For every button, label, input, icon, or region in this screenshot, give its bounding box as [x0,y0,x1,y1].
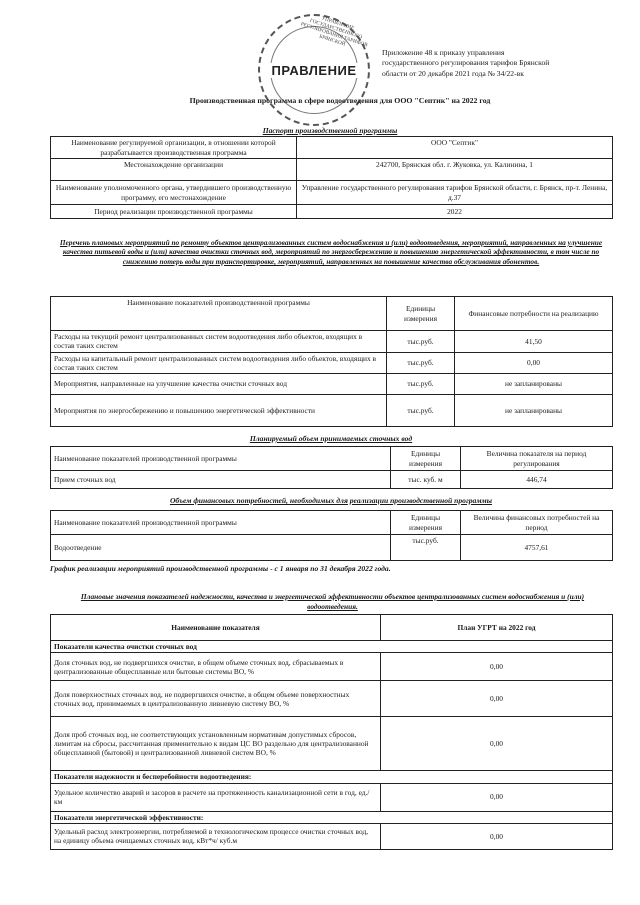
official-stamp [258,14,370,126]
stamp-text: ПРАВЛЕНИЕ [264,63,364,78]
column-header: Финансовые потребности на реализацию [455,297,613,331]
indicator-value: 0,00 [381,783,613,811]
appendix-line-2: государственного регулирования тарифов Брянской [382,58,550,68]
table-row [51,137,613,159]
measure-value: не запланированы [455,395,613,427]
passport-value: ООО "Септик" [297,137,613,159]
indicator-value: 0,00 [381,717,613,771]
table-row [51,352,613,374]
indicator-value: 0,00 [381,653,613,681]
finance-heading: Объем финансовых потребностей, необходимых для реализации производственной программы [169,496,493,505]
table-row [51,653,613,681]
schedule-text: График реализации мероприятий производственной программы - с 1 января по 31 декабря 2022 года. [50,564,391,573]
section-row [51,771,613,783]
measure-name: Расходы на текущий ремонт централизованных систем водоотведения либо объектов, входящих в состав таких систем [51,331,387,353]
column-header: Единицы измерения [391,447,461,471]
passport-table [50,136,613,219]
measure-unit: тыс.руб. [387,395,455,427]
section-row [51,641,613,653]
indicator-name: Удельное количество аварий и засоров в расчете на протяженность канализационной сети в год, ед./км [51,783,381,811]
passport-value: 242700, Брянская обл. г. Жуковка, ул. Калинина, 1 [297,159,613,181]
measure-unit: тыс.руб. [387,352,455,374]
page-title: Производственная программа в сфере водоотведения для ООО "Септик" на 2022 год [189,96,491,105]
table-row [51,535,613,561]
indicator-name: Удельный расход электроэнергии, потребляемой в технологическом процессе очистки сточных вод, на единицу объема очищаемых сточных вод, кВт*ч/ куб.м [51,823,381,849]
passport-label: Наименование регулируемой организации, в отношении которой разрабатывается производственная программа [51,137,297,159]
measure-name: Мероприятия по энергосбережению и повышению энергетической эффективности [51,395,387,427]
table-row [51,823,613,849]
table-row [51,615,613,641]
appendix-line-1: Приложение 48 к приказу управления [382,48,505,57]
indicators-table [50,614,613,850]
table-row [51,181,613,205]
indicator-name: Доля проб сточных вод, не соответствующих установленным нормативам допустимых сбросов, лимитам на сбросы, рассчитанная применительно к видам ЦС ВО раздельно для централизованной общесплавной (бытовой) и централизованной ливневой систем ВО, % [51,717,381,771]
column-header: Наименование показателей производственной программы [51,447,391,471]
measure-value: 0,00 [455,352,613,374]
finance-name: Водоотведение [51,535,391,561]
indicators-heading: Плановые значения показателей надежности, качества и энергетической эффективности объектов централизованных систем водоснабжения и (или) водоотведения. [80,592,585,611]
column-header: Наименование показателя [51,615,381,641]
passport-value: 2022 [297,205,613,219]
volume-table [50,446,613,489]
table-row [51,297,613,331]
indicator-name: Доля поверхностных сточных вод, не подвергшихся очистке, в общем объеме поверхностных сточных вод, принимаемых в централизованную ливневую систему ВО, % [51,681,381,717]
table-row [51,783,613,811]
column-header: План УГРТ на 2022 год [381,615,613,641]
volume-name: Прием сточных вод [51,471,391,489]
volume-heading: Планируемый объем принимаемых сточных вод [249,434,413,443]
column-header: Величина финансовых потребностей на период [461,511,613,535]
volume-unit: тыс. куб. м [391,471,461,489]
column-header: Величина показателя на период регулирования [461,447,613,471]
table-row [51,374,613,395]
table-row [51,447,613,471]
passport-label: Наименование уполномоченного органа, утвердившего производственную программу, его местонахождение [51,181,297,205]
passport-label: Местонахождение организации [51,159,297,181]
measure-name: Мероприятия, направленные на улучшение качества очистки сточных вод [51,374,387,395]
table-row [51,159,613,181]
indicator-value: 0,00 [381,681,613,717]
appendix-note [382,48,622,79]
section-title: Показатели качества очистки сточных вод [51,641,613,653]
passport-value: Управление государственного регулирования тарифов Брянской области, г. Брянск, пр-т. Ленина, д.37 [297,181,613,205]
measures-table [50,296,613,427]
indicator-name: Доля сточных вод, не подвергшихся очистке, в общем объеме сточных вод, сбрасываемых в централизованные общесплавные или бытовые системы ВО, % [51,653,381,681]
column-header: Наименование показателей производственной программы [51,511,391,535]
section-title: Показатели энергетической эффективности: [51,811,613,823]
table-row [51,205,613,219]
finance-table [50,510,613,561]
table-row [51,681,613,717]
section-row [51,811,613,823]
measure-value: 41,50 [455,331,613,353]
column-header: Единицы измерения [391,511,461,535]
column-header: Наименование показателей производственной программы [51,297,387,331]
table-row [51,471,613,489]
section-title: Показатели надежности и бесперебойности водоотведения: [51,771,613,783]
table-row [51,331,613,353]
passport-label: Период реализации производственной программы [51,205,297,219]
passport-heading: Паспорт производственной программы [262,126,398,135]
measure-unit: тыс.руб. [387,374,455,395]
table-row [51,717,613,771]
finance-value: 4757,61 [461,535,613,561]
measure-name: Расходы на капитальный ремонт централизованных систем водоотведения либо объектов, входящих в состав таких систем [51,352,387,374]
appendix-line-3: области от 20 декабря 2021 года № 34/22-вк [382,68,524,78]
measures-heading: Перечень плановых мероприятий по ремонту объектов централизованных систем водоснабжения и (или) водоотведения, мероприятий, направленных на улучшение качества питьевой воды и (или) качества очистки сточных вод, мероприятий по энергосбережению и повышению энергетической эффективности, в том числе по снижению потерь воды при транспортировке, мероприятий, направленных на повышение качества обслуживания абонентов. [59,238,603,266]
finance-unit: тыс.руб. [391,535,461,561]
column-header: Единицы измерения [387,297,455,331]
measure-value: не запланированы [455,374,613,395]
stamp-ring-text: УПРАВЛЕНИЕ ГОСУДАРСТВЕННОГО РЕГУЛИРОВАНИЯ ТАРИФОВ БРЯНСКОЙ [299,15,369,49]
indicator-value: 0,00 [381,823,613,849]
measure-unit: тыс.руб. [387,331,455,353]
volume-value: 446,74 [461,471,613,489]
table-row [51,511,613,535]
table-row [51,395,613,427]
